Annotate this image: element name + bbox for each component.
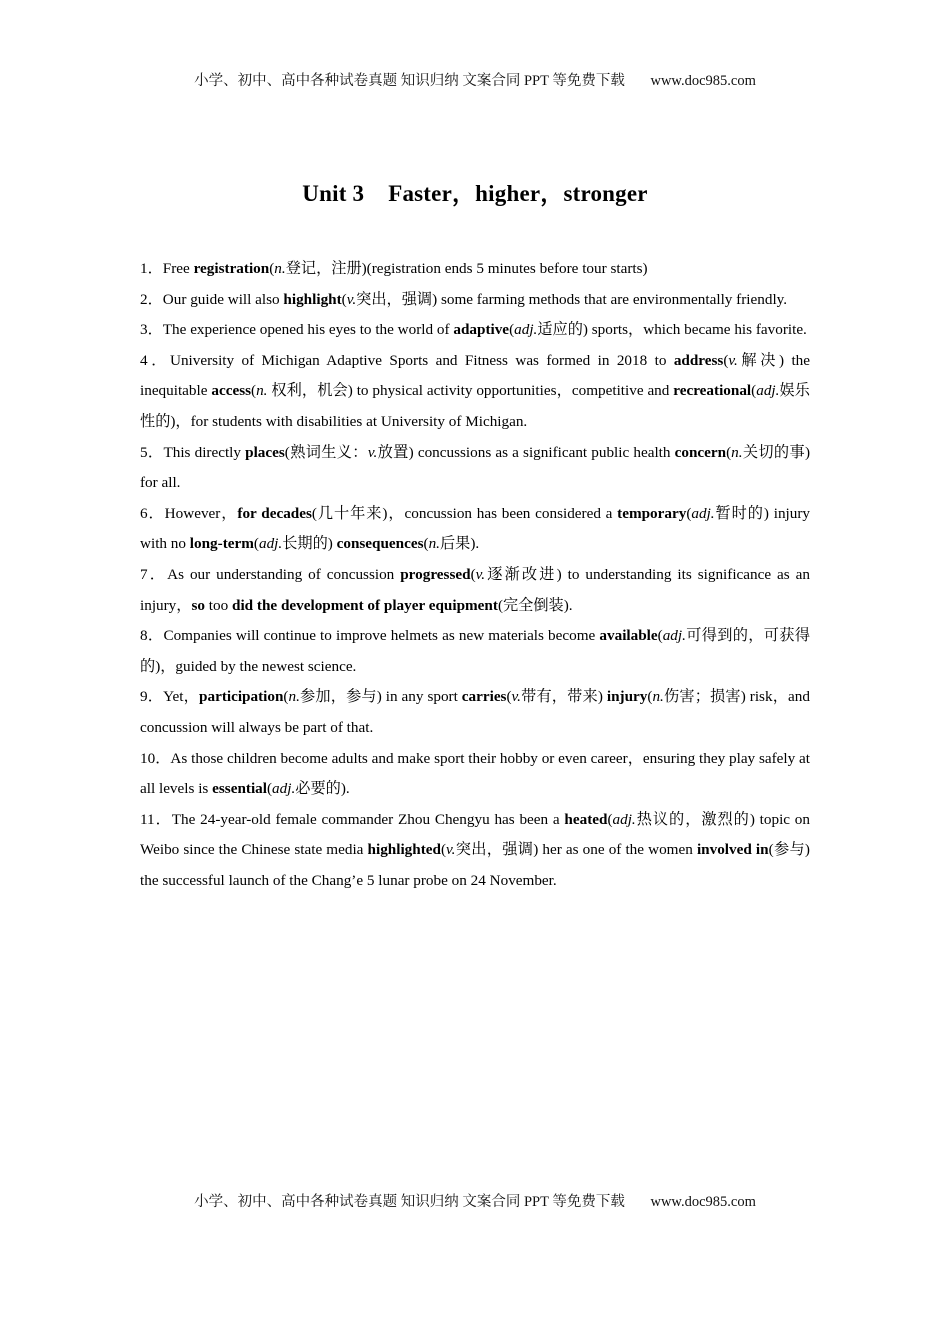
item-text: 适应的) sports，which became his favorite.	[537, 321, 807, 339]
item-text: The experience opened his eyes to the world of	[162, 321, 454, 339]
item-number: 9．	[140, 688, 164, 706]
part-of-speech: adj.	[662, 627, 686, 645]
key-term: injury	[606, 688, 648, 706]
item-text: (参与) the successful launch of the Chang’e 5 lunar probe on 24 November.	[140, 841, 810, 889]
item-text: (	[341, 290, 347, 308]
list-item	[140, 621, 810, 682]
item-text: 解决) the inequitable	[140, 351, 810, 400]
header-text: 小学、初中、高中各种试卷真题 知识归纳 文案合同 PPT 等免费下载	[194, 73, 625, 89]
item-text: 带有，带来)	[520, 688, 607, 706]
footer-site-link[interactable]: www.doc985.com	[650, 1194, 756, 1210]
item-text: (	[657, 627, 663, 645]
item-text: (	[269, 260, 275, 277]
key-term: access	[211, 382, 252, 400]
item-number: 7．	[140, 565, 168, 583]
list-item	[140, 315, 810, 346]
item-text: (	[607, 810, 613, 828]
key-term: long-term	[189, 535, 254, 553]
item-text: (几十年来)，concussion has been considered a	[311, 504, 618, 522]
item-text: 伤害；损害) risk，and concussion will always be part of that.	[140, 688, 810, 736]
list-item	[140, 744, 810, 805]
item-text: 突出，强调) some farming methods that are environmentally friendly.	[356, 290, 788, 308]
item-text: This directly	[163, 443, 246, 461]
list-item	[140, 499, 810, 560]
part-of-speech: adj.	[612, 810, 636, 828]
header-site-link[interactable]: www.doc985.com	[650, 73, 756, 89]
part-of-speech: v.	[728, 351, 738, 369]
item-text: (	[470, 565, 476, 583]
part-of-speech: v.	[511, 688, 521, 706]
footer-text: 小学、初中、高中各种试卷真题 知识归纳 文案合同 PPT 等免费下载	[194, 1194, 625, 1210]
key-term: temporary	[617, 504, 687, 522]
key-term: did the development of player equipment	[232, 596, 498, 614]
key-term: registration	[193, 260, 270, 277]
item-text: (	[723, 351, 729, 369]
item-text: University of Michigan Adaptive Sports and Fitness was formed in 2018 to	[169, 351, 674, 369]
part-of-speech: adj.	[258, 535, 283, 553]
page-header	[0, 69, 950, 90]
item-text: (	[751, 382, 757, 400]
item-text: Free	[162, 260, 194, 277]
part-of-speech: adj.	[756, 382, 780, 400]
item-number: 1．	[140, 260, 163, 277]
key-term: heated	[564, 810, 608, 828]
part-of-speech: n.	[274, 260, 286, 277]
item-text: (	[506, 688, 512, 706]
item-text: The 24-year-old female commander Zhou Chengyu has been a	[171, 810, 565, 828]
list-item	[140, 254, 810, 285]
item-text: (	[253, 535, 259, 553]
key-term: for decades	[237, 504, 312, 522]
key-term: available	[599, 627, 658, 645]
item-text: 参加，参与) in any sport	[299, 688, 462, 706]
key-term: highlighted	[367, 841, 441, 859]
item-number: 8．	[140, 627, 164, 645]
key-term: consequences	[336, 535, 424, 553]
item-number: 2．	[140, 290, 163, 308]
part-of-speech: v.	[446, 841, 456, 859]
item-text: (熟词生义：	[284, 443, 368, 461]
page-footer	[0, 1190, 950, 1211]
item-text: 突出，强调) her as one of the women	[455, 841, 697, 859]
key-term: participation	[199, 688, 284, 706]
item-text: 登记，注册)(registration ends 5 minutes before tour starts)	[285, 260, 648, 277]
item-text: (	[423, 535, 429, 553]
part-of-speech: v.	[367, 443, 378, 461]
item-text: 娱乐性的)，for students with disabilities at University of Michigan.	[140, 382, 810, 430]
list-item	[140, 346, 810, 438]
item-text: 长期的)	[282, 535, 337, 553]
part-of-speech: n.	[428, 535, 440, 553]
item-number: 10．	[140, 749, 171, 767]
item-text: too	[204, 596, 232, 614]
item-text: 逐渐改进) to understanding its significance as an injury，	[140, 565, 811, 614]
list-item	[140, 682, 810, 743]
key-term: progressed	[400, 565, 471, 583]
item-number: 4．	[140, 351, 170, 369]
key-term: address	[673, 351, 724, 369]
page-title	[0, 175, 950, 208]
part-of-speech: n.	[256, 382, 268, 400]
item-number: 5．	[140, 443, 164, 461]
item-text: (	[283, 688, 289, 706]
item-text: (	[440, 841, 447, 859]
unit-label: Unit 3	[302, 181, 365, 206]
item-text: 可得到的，可获得的)，guided by the newest science.	[140, 627, 811, 675]
key-term: essential	[212, 780, 267, 798]
item-text: As our understanding of concussion	[167, 565, 401, 583]
list-item	[140, 805, 810, 897]
item-text: 权利，机会) to physical activity opportunities，competitive and	[267, 382, 674, 400]
item-number: 11．	[140, 810, 172, 828]
item-text: (	[647, 688, 653, 706]
item-text: As those children become adults and make sport their hobby or even career，ensuring they play safely at all levels is	[140, 749, 810, 798]
item-text: (	[251, 382, 257, 400]
part-of-speech: n.	[288, 688, 300, 706]
part-of-speech: adj.	[272, 780, 296, 798]
item-text: (	[266, 780, 273, 798]
vocabulary-list	[140, 254, 810, 896]
key-term: carries	[461, 688, 507, 706]
item-text: 关切的事) for all.	[140, 443, 811, 492]
list-item	[140, 438, 810, 499]
key-term: concern	[674, 443, 727, 461]
item-number: 6．	[140, 504, 165, 522]
part-of-speech: v.	[475, 565, 486, 583]
key-term: so	[191, 596, 205, 614]
item-number: 3．	[140, 321, 163, 339]
item-text: 暂时的) injury with no	[140, 504, 811, 553]
part-of-speech: adj.	[514, 321, 538, 339]
item-text: (	[726, 443, 732, 461]
item-text: (完全倒装).	[497, 596, 573, 614]
unit-name: Faster，higher，stronger	[388, 181, 648, 206]
part-of-speech: adj.	[691, 504, 715, 522]
key-term: highlight	[283, 290, 342, 308]
list-item	[140, 285, 810, 316]
key-term: involved in	[696, 841, 769, 859]
key-term: recreational	[673, 382, 752, 400]
part-of-speech: n.	[652, 688, 664, 706]
item-text: 后果).	[439, 535, 480, 553]
item-text: However，	[164, 504, 238, 522]
item-text: Yet，	[163, 688, 200, 706]
item-text: (	[509, 321, 515, 339]
part-of-speech: n.	[731, 443, 743, 461]
key-term: adaptive	[453, 321, 510, 339]
item-text: 必要的).	[295, 780, 350, 798]
item-text: Our guide will also	[162, 290, 284, 308]
item-text: (	[686, 504, 692, 522]
item-text: Companies will continue to improve helmets as new materials become	[163, 627, 600, 645]
item-text: 热议的，激烈的) topic on Weibo since the Chinese state media	[140, 810, 810, 859]
part-of-speech: v.	[346, 290, 357, 308]
key-term: places	[245, 443, 285, 461]
list-item	[140, 560, 810, 621]
item-text: 放置) concussions as a significant public health	[377, 443, 675, 461]
